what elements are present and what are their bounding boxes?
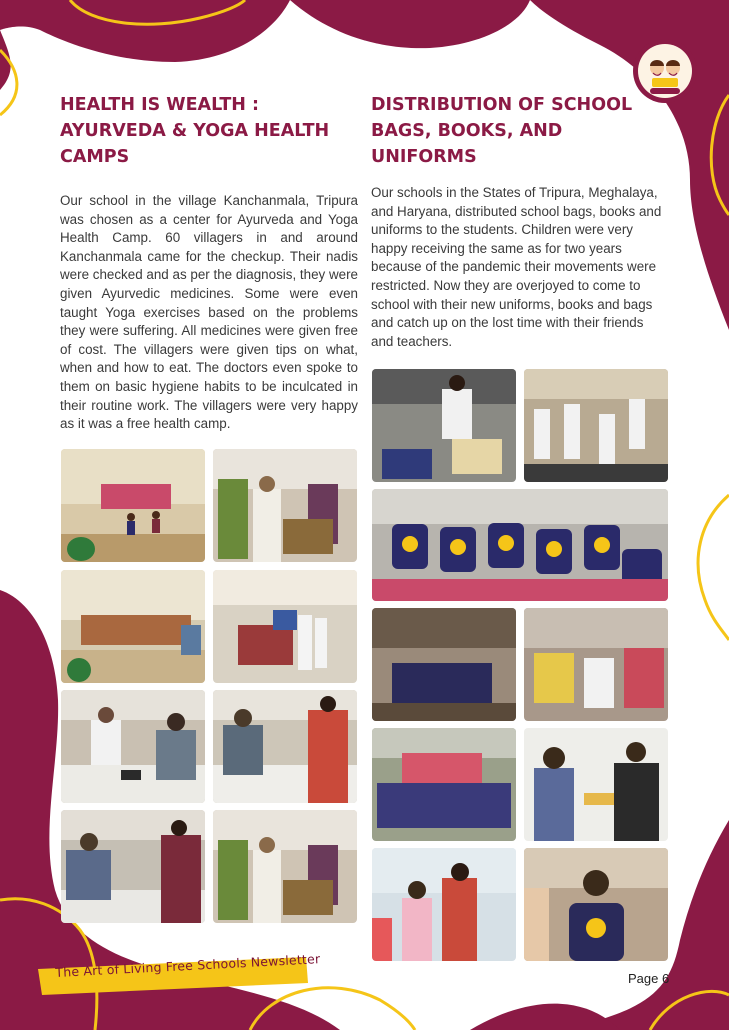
- photo-girl-with-teacher: [372, 848, 516, 961]
- left-body-paragraph: Our school in the village Kanchanmala, Tripura was chosen as a center for Ayurveda and Yoga Health Camp. 60 villagers in and around Kanchanmala came for the checkup. Their nadis were checked and as per the diagnosis, they were given Ayurvedic medicines. Some were even taught Yoga exercises based on the problems they were suffering. All medicines were given free of cost. The villagers were given tips on what, when and how to eat. The doctors even spoke to them on basic hygiene habits to be inculcated in their routine work. The villagers were very happy as it was a free health camp.: [60, 193, 358, 432]
- right-heading-line-3: UNIFORMS: [371, 147, 477, 167]
- right-heading-line-1: DISTRIBUTION OF SCHOOL: [371, 95, 633, 115]
- photo-medicine-distribution: [213, 810, 357, 923]
- right-section: [371, 92, 671, 170]
- photo-pulse-diagnosis: [213, 690, 357, 803]
- left-heading-line-2: AYURVEDA & YOGA HEALTH: [60, 121, 330, 141]
- photo-children-in-uniform: [524, 369, 668, 482]
- left-section: [60, 92, 358, 170]
- right-body-paragraph: Our schools in the States of Tripura, Meghalaya, and Haryana, distributed school bags, books and uniforms to the students. Children were very happy receiving the same as for two years because of the pandemic their movements were restricted. Now they are overjoyed to come to school with their new uniforms, books and bags and catch up on the lost time with their friends and teachers.: [371, 185, 662, 349]
- photo-children-at-camp: [213, 570, 357, 683]
- photo-group-with-bags: [372, 728, 516, 841]
- photo-students-with-school-bags: [372, 489, 668, 601]
- photo-students-seated: [524, 608, 668, 721]
- photo-books-handover: [372, 369, 516, 482]
- left-body: [60, 192, 358, 434]
- left-heading-line-1: HEALTH IS WEALTH :: [60, 95, 260, 115]
- right-body: [371, 184, 669, 351]
- right-heading-line-2: BAGS, BOOKS, AND: [371, 121, 563, 141]
- photo-yoga-session: [61, 449, 205, 562]
- photo-girl-with-school-bag: [524, 848, 668, 961]
- newsletter-title: The Art of Living Free Schools Newsletter: [55, 951, 321, 980]
- page-number: Page 6: [628, 971, 670, 986]
- photo-health-checkup: [213, 449, 357, 562]
- photo-doctor-consultation: [61, 690, 205, 803]
- photo-classroom-with-bags: [372, 608, 516, 721]
- photo-boy-receiving-books: [524, 728, 668, 841]
- photo-medical-examination: [61, 810, 205, 923]
- photo-yoga-hall: [61, 570, 205, 683]
- left-heading-line-3: CAMPS: [60, 147, 130, 167]
